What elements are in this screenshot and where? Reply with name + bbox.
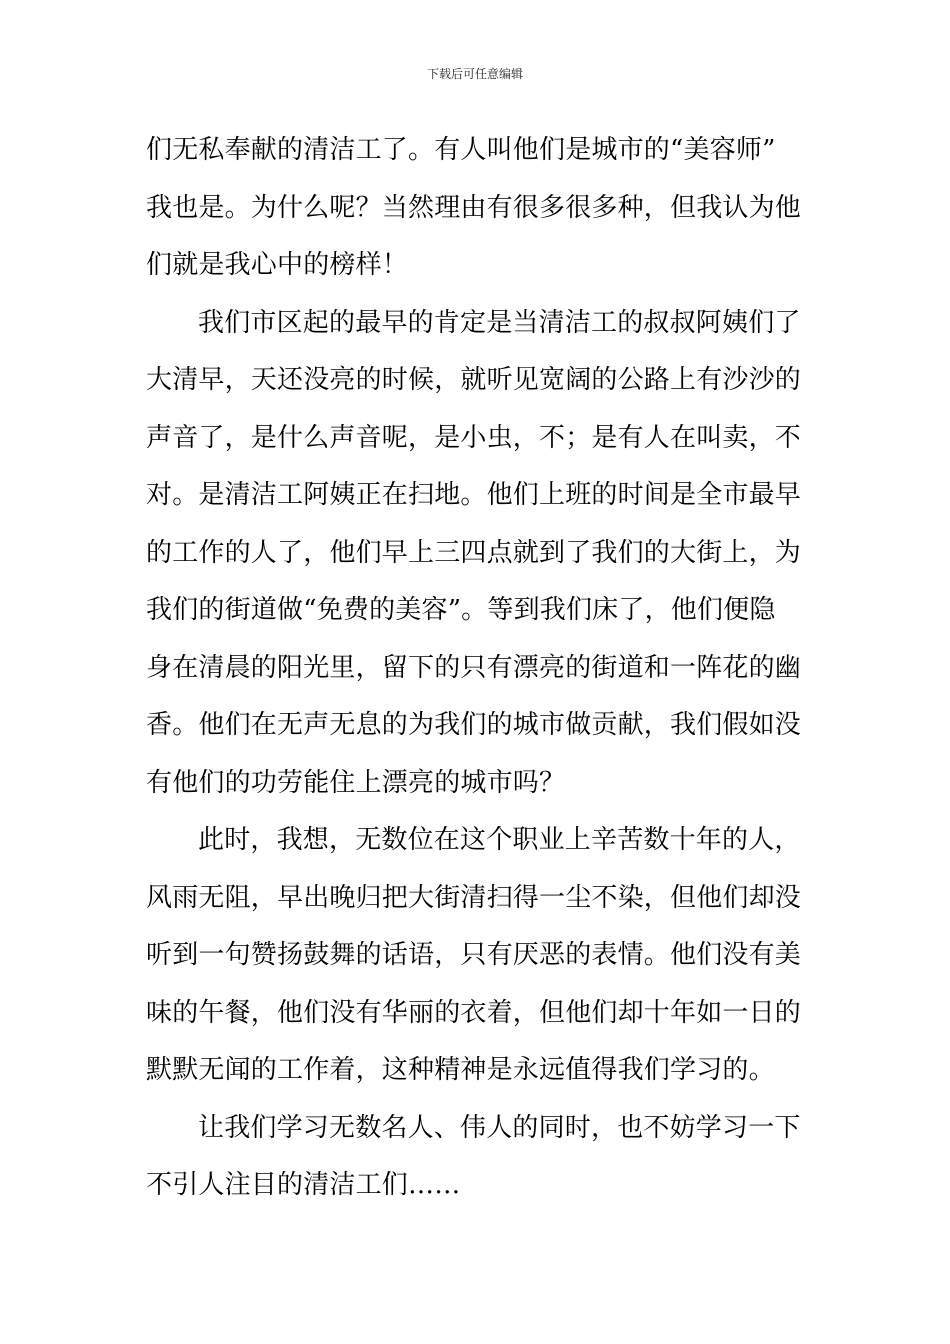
text-line: 的工作的人了，他们早上三四点就到了我们的大街上，为 bbox=[146, 537, 802, 568]
text-line: 味的午餐，他们没有华丽的衣着，但他们却十年如一日的 bbox=[146, 997, 802, 1028]
text-line: 们无私奉献的清洁工了。有人叫他们是城市的“美容师” bbox=[146, 135, 776, 165]
document-body bbox=[146, 122, 806, 1215]
text-line: 让我们学习无数名人、伟人的同时，也不妨学习一下 bbox=[198, 1112, 801, 1143]
text-line: 有他们的功劳能住上漂亮的城市吗？ bbox=[146, 767, 566, 798]
paragraph-3 bbox=[146, 812, 806, 1100]
text-line: 我也是。为什么呢？当然理由有很多很多种，但我认为他 bbox=[146, 192, 802, 223]
text-line: 们就是我心中的榜样！ bbox=[146, 250, 409, 280]
text-line: 我们的街道做“免费的美容”。等到我们床了，他们便隐 bbox=[146, 595, 776, 625]
paragraph-1 bbox=[146, 122, 806, 295]
paragraph-2 bbox=[146, 295, 806, 813]
text-line: 听到一句赞扬鼓舞的话语，只有厌恶的表情。他们没有美 bbox=[146, 940, 802, 970]
text-line: 默默无闻的工作着，这种精神是永远值得我们学习的。 bbox=[146, 1055, 775, 1085]
text-line: 风雨无阻，早出晚归把大街清扫得一尘不染，但他们却没 bbox=[146, 882, 802, 913]
text-line: 我们市区起的最早的肯定是当清洁工的叔叔阿姨们了 bbox=[198, 307, 801, 338]
paragraph-4 bbox=[146, 1100, 806, 1215]
text-line: 身在清晨的阳光里，留下的只有漂亮的街道和一阵花的幽 bbox=[146, 652, 802, 683]
text-line: 此时，我想，无数位在这个职业上辛苦数十年的人， bbox=[198, 825, 801, 855]
text-line: 对。是清洁工阿姨正在扫地。他们上班的时间是全市最早 bbox=[146, 480, 802, 510]
page-header: 下载后可任意编辑 bbox=[426, 67, 523, 81]
text-line: 声音了，是什么声音呢，是小虫，不；是有人在叫卖，不 bbox=[146, 422, 802, 453]
text-line: 香。他们在无声无息的为我们的城市做贡献，我们假如没 bbox=[146, 710, 802, 740]
text-line: 大清早，天还没亮的时候，就听见宽阔的公路上有沙沙的 bbox=[146, 365, 802, 395]
text-line: 不引人注目的清洁工们…… bbox=[146, 1170, 461, 1200]
